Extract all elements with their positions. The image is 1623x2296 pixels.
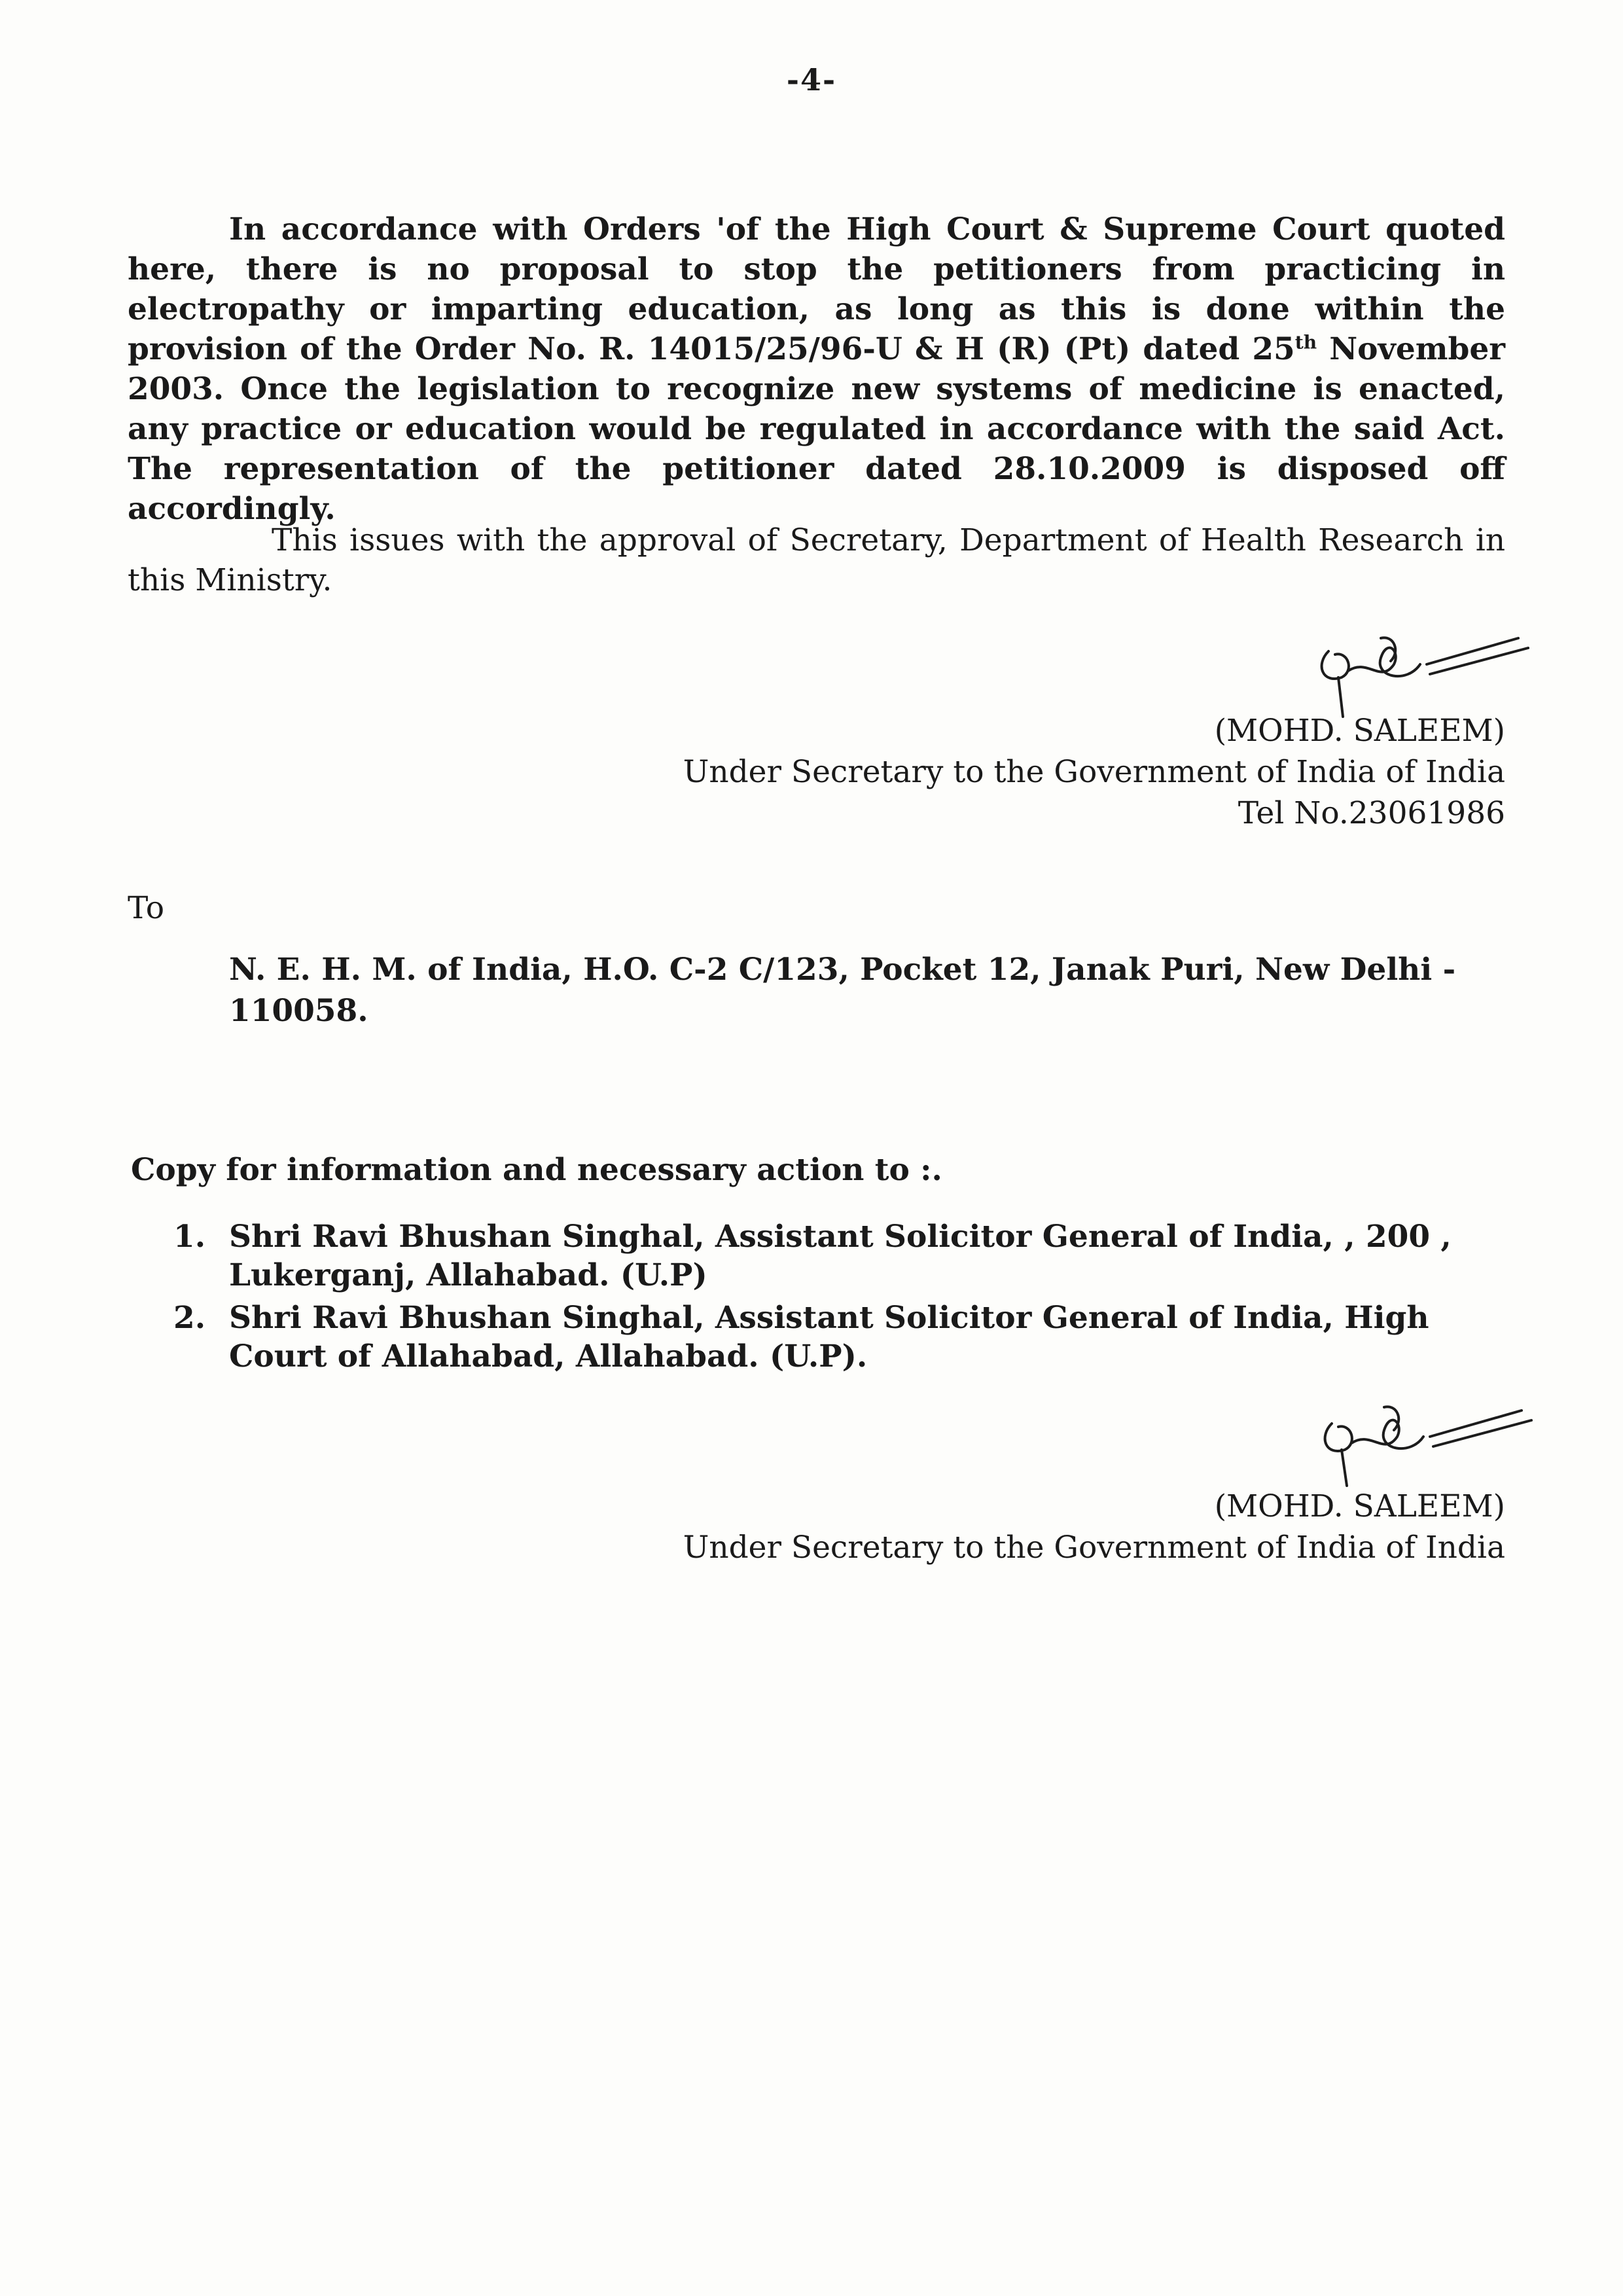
paragraph-1-part-b: November 2003. Once the legislation to recognize new systems of medicine is enacted, any practice or education would be regulated in accordance with the said Act. The representation of the petitioner dated 28.10.2009 is disposed off accordingly. bbox=[128, 331, 1505, 527]
signature-block-2 bbox=[683, 1486, 1505, 1568]
to-label: To bbox=[128, 890, 164, 926]
list-item bbox=[173, 1299, 1508, 1376]
handwritten-signature-1 bbox=[1302, 625, 1538, 723]
handwritten-signature-2 bbox=[1309, 1394, 1544, 1492]
signatory-designation: Under Secretary to the Government of India of India bbox=[683, 754, 1505, 790]
signatory-name: (MOHD. SALEEM) bbox=[1214, 713, 1505, 749]
body-paragraph-1 bbox=[128, 209, 1505, 529]
signatory-name: (MOHD. SALEEM) bbox=[1214, 1488, 1505, 1524]
list-item-text: Shri Ravi Bhushan Singhal, Assistant Solicitor General of India, , 200 , Lukerganj, Allahabad. (U.P) bbox=[229, 1219, 1452, 1293]
list-item bbox=[173, 1217, 1508, 1295]
list-item-text: Shri Ravi Bhushan Singhal, Assistant Solicitor General of India, High Court of Allahabad, Allahabad. (U.P). bbox=[229, 1300, 1429, 1374]
ordinal-suffix: th bbox=[1294, 331, 1317, 353]
copy-recipient-list bbox=[173, 1217, 1508, 1380]
list-item-number: 2. bbox=[173, 1300, 206, 1336]
body-paragraph-2 bbox=[128, 520, 1505, 600]
paragraph-2-text: This issues with the approval of Secretary, Department of Health Research in this Ministry. bbox=[128, 522, 1505, 598]
paragraph-1-part-a: In accordance with Orders 'of the High Court & Supreme Court quoted here, there is no proposal to stop the petitioners from practicing in electropathy or imparting education, as long as this is done within the provision of the Order No. R. 14015/25/96-U & H (R) (Pt) dated 25 bbox=[128, 211, 1505, 367]
page-number: -4- bbox=[786, 62, 837, 98]
copy-to-label: Copy for information and necessary action to :. bbox=[131, 1152, 942, 1188]
signature-block-1 bbox=[683, 710, 1505, 834]
recipient-address: N. E. H. M. of India, H.O. C-2 C/123, Pocket 12, Janak Puri, New Delhi - 110058. bbox=[229, 952, 1456, 1029]
signatory-telephone: Tel No.23061986 bbox=[1238, 795, 1505, 831]
list-item-number: 1. bbox=[173, 1219, 206, 1255]
signatory-designation: Under Secretary to the Government of India of India bbox=[683, 1530, 1505, 1566]
